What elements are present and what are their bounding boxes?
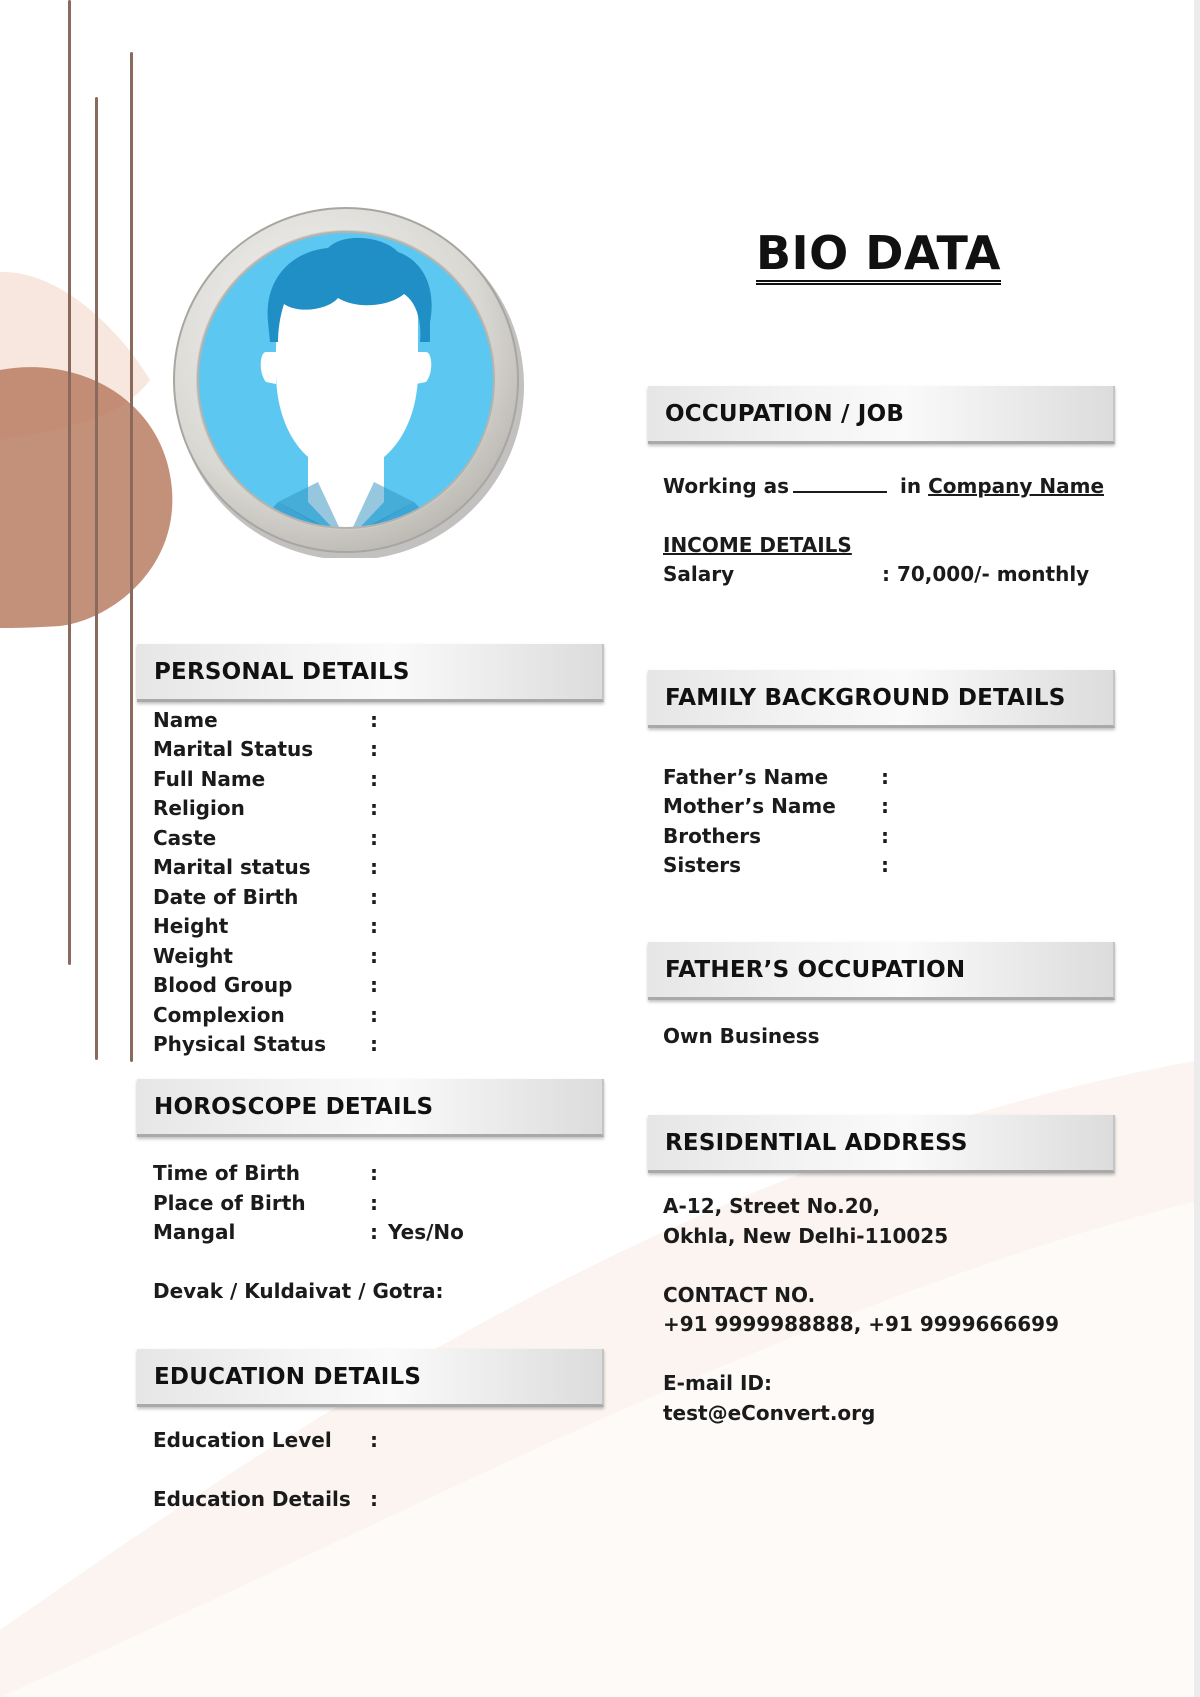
salary-label: Salary [663,562,735,586]
field-colon: : [370,855,378,879]
field-colon: : [881,765,889,789]
occupation-header: OCCUPATION / JOB [648,386,1115,444]
field-colon: : [881,853,889,877]
field-label: Religion [153,796,245,820]
income-details-title: INCOME DETAILS [663,533,852,557]
field-label: Caste [153,826,217,850]
salary-value: : 70,000/- monthly [882,562,1090,586]
field-label: Brothers [663,824,761,848]
personal-details-header: PERSONAL DETAILS [137,644,604,702]
field-label: Father’s Name [663,765,829,789]
field-label: Physical Status [153,1032,327,1056]
page-title: BIO DATA [756,226,1001,285]
background-blob [0,367,172,628]
page-edge [1194,0,1200,1697]
field-colon: : [370,973,378,997]
field-colon: : [370,826,378,850]
field-label: Weight [153,944,233,968]
field-label: Education Details [153,1487,351,1511]
education-details-header: EDUCATION DETAILS [137,1349,604,1407]
field-label: Mangal [153,1220,236,1244]
field-colon: : [370,737,378,761]
field-label: Marital status [153,855,311,879]
field-label: Marital Status [153,737,314,761]
field-label: Height [153,914,229,938]
family-background-header: FAMILY BACKGROUND DETAILS [648,670,1115,728]
field-label: Sisters [663,853,742,877]
working-in-label: in [900,474,922,498]
field-value: Yes/No [388,1220,464,1244]
address-line-2: Okhla, New Delhi-110025 [663,1224,949,1248]
field-colon: : [881,794,889,818]
field-colon: : [370,767,378,791]
field-colon: : [370,708,378,732]
field-label: Complexion [153,1003,285,1027]
field-label: Education Level [153,1428,332,1452]
field-label: Date of Birth [153,885,299,909]
fathers-occupation-value: Own Business [663,1024,820,1048]
field-colon: : [370,1191,378,1215]
working-as-label: Working as [663,474,790,498]
working-as-blank [793,490,887,493]
decoration-line-2 [95,97,98,1060]
residential-address-header: RESIDENTIAL ADDRESS [648,1115,1115,1173]
field-colon: : [370,1003,378,1027]
working-as-line [663,474,1104,498]
field-colon: : [370,1487,378,1511]
decoration-line-1 [68,0,71,965]
field-label: Blood Group [153,973,293,997]
gotra-label: Devak / Kuldaivat / Gotra: [153,1279,444,1303]
field-label: Mother’s Name [663,794,836,818]
field-colon: : [370,1428,378,1452]
company-name: Company Name [928,474,1105,498]
field-colon: : [370,944,378,968]
horoscope-details-header: HOROSCOPE DETAILS [137,1079,604,1137]
fathers-occupation-header: FATHER’S OCCUPATION [648,942,1115,1000]
field-colon: : [370,914,378,938]
field-colon: : [370,796,378,820]
field-colon: : [370,885,378,909]
email-label: E-mail ID: [663,1371,773,1395]
field-colon: : [370,1220,378,1244]
decoration-line-3 [130,52,133,1062]
field-label: Place of Birth [153,1191,306,1215]
field-colon: : [370,1161,378,1185]
field-label: Name [153,708,218,732]
contact-value: +91 9999988888, +91 9999666699 [663,1312,1059,1336]
field-colon: : [370,1032,378,1056]
field-label: Full Name [153,767,266,791]
contact-label: CONTACT NO. [663,1283,816,1307]
field-colon: : [881,824,889,848]
address-line-1: A-12, Street No.20, [663,1194,881,1218]
field-label: Time of Birth [153,1161,301,1185]
email-value: test@eConvert.org [663,1401,876,1425]
profile-photo [168,202,524,558]
